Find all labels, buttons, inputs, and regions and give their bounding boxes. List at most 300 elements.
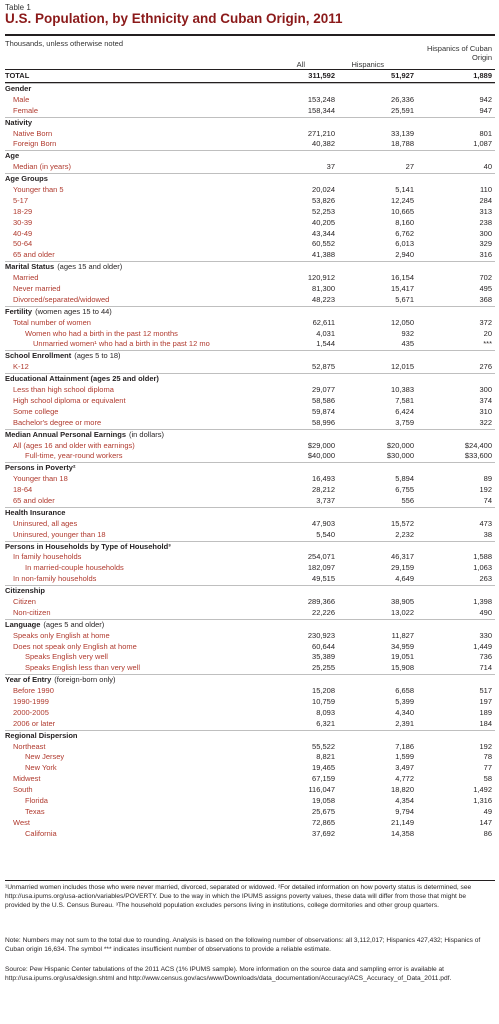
section-header — [5, 83, 495, 95]
row-label-text: Younger than 5 — [13, 185, 64, 195]
row-label-text: West — [13, 817, 30, 827]
table-row — [5, 631, 495, 642]
value-all: 81,300 — [312, 284, 335, 294]
row-label — [5, 542, 485, 553]
value-cuban: 77 — [483, 763, 492, 773]
section-header — [5, 373, 495, 385]
value-all: 15,208 — [312, 686, 335, 696]
value-hispanics: 51,927 — [391, 71, 414, 80]
row-label-text: Texas — [25, 806, 45, 816]
value-hispanics: 7,186 — [395, 741, 414, 751]
row-label — [13, 774, 283, 785]
value-all: 37 — [326, 162, 335, 172]
value-all: 72,865 — [312, 817, 335, 827]
table-row — [5, 574, 495, 585]
value-cuban: $24,400 — [464, 440, 492, 450]
table-row — [5, 763, 495, 774]
row-label — [5, 586, 485, 597]
value-hispanics: 9,794 — [395, 806, 414, 816]
table-row — [5, 339, 495, 350]
row-label-text: 2006 or later — [13, 718, 56, 728]
row-label-text: Language — [5, 619, 41, 629]
row-label-text: Married — [13, 273, 39, 283]
value-hispanics: 5,141 — [395, 185, 414, 195]
row-label — [13, 631, 283, 642]
value-cuban: 310 — [479, 406, 492, 416]
row-label-text: Never married — [13, 284, 61, 294]
value-cuban: 192 — [479, 741, 492, 751]
value-all: 55,522 — [312, 741, 335, 751]
value-hispanics: 46,317 — [391, 552, 414, 562]
table-row — [5, 407, 495, 418]
value-all: 10,759 — [312, 696, 335, 706]
value-cuban: 110 — [480, 185, 492, 195]
row-label-text: Some college — [13, 406, 59, 416]
row-label-text: 30-39 — [13, 217, 33, 227]
row-label-text: New York — [25, 763, 57, 773]
value-hispanics: $20,000 — [386, 440, 414, 450]
section-header — [5, 306, 495, 318]
row-label-text: Educational Attainment (ages 25 and older) — [5, 374, 159, 384]
row-label — [13, 396, 283, 407]
row-label — [13, 642, 283, 653]
row-label-text: Divorced/separated/widowed — [13, 294, 110, 304]
value-all: 60,644 — [312, 641, 335, 651]
value-cuban: 714 — [479, 663, 492, 673]
row-label-text: Northeast — [13, 741, 46, 751]
row-label — [5, 430, 485, 441]
value-all: 153,248 — [307, 94, 335, 104]
row-label — [5, 118, 485, 129]
table-row — [5, 697, 495, 708]
row-label — [13, 218, 283, 229]
section-note: (foreign-born only) — [54, 675, 116, 685]
value-cuban: 736 — [479, 652, 492, 662]
value-hispanics: 16,154 — [391, 273, 414, 283]
row-label-text: California — [25, 828, 57, 838]
row-label-text: Nativity — [5, 117, 33, 127]
value-all: 182,097 — [307, 563, 335, 573]
value-cuban: 238 — [479, 217, 492, 227]
value-cuban: 942 — [479, 94, 492, 104]
table-row — [5, 106, 495, 117]
value-hispanics: 18,788 — [391, 139, 414, 149]
table-row — [5, 608, 495, 619]
value-all: 116,047 — [308, 785, 335, 795]
table-title: U.S. Population, by Ethnicity and Cuban Origin, 2011 — [5, 11, 343, 26]
row-label — [13, 129, 283, 140]
row-label-text: Gender — [5, 84, 32, 93]
row-label — [5, 620, 485, 631]
value-all: 311,592 — [308, 71, 335, 80]
row-label — [13, 362, 283, 373]
table-row — [5, 742, 495, 753]
value-all: 8,093 — [316, 707, 335, 717]
value-cuban: 490 — [479, 607, 492, 617]
row-label — [13, 139, 283, 150]
row-label — [13, 552, 283, 563]
row-label-text: Male — [13, 94, 30, 104]
value-cuban: 40 — [483, 162, 492, 172]
value-hispanics: 27 — [405, 162, 414, 172]
value-all: 60,552 — [312, 239, 335, 249]
table-row — [5, 329, 495, 340]
value-all: $40,000 — [307, 451, 335, 461]
row-label — [13, 229, 283, 240]
row-label — [13, 474, 283, 485]
value-cuban: 316 — [479, 250, 492, 260]
value-hispanics: 4,772 — [395, 774, 414, 784]
table-row — [5, 807, 495, 818]
value-all: 40,382 — [312, 139, 335, 149]
table-row — [5, 719, 495, 730]
row-label-text: TOTAL — [5, 71, 30, 80]
row-label — [13, 407, 283, 418]
row-label — [5, 463, 485, 474]
table-row — [5, 284, 495, 295]
table-row — [5, 396, 495, 407]
section-note: (in dollars) — [129, 429, 165, 439]
row-label — [13, 697, 283, 708]
table-row — [5, 162, 495, 173]
table-row — [5, 218, 495, 229]
value-all: 25,255 — [312, 663, 335, 673]
value-hispanics: 2,232 — [395, 529, 414, 539]
value-cuban: 189 — [479, 707, 492, 717]
row-label — [13, 385, 283, 396]
row-label — [13, 597, 283, 608]
value-all: 158,344 — [307, 105, 335, 115]
value-all: 67,159 — [312, 774, 335, 784]
row-label-text: Median (in years) — [13, 162, 71, 172]
row-label-text: Age Groups — [5, 174, 48, 184]
value-hispanics: 10,383 — [391, 385, 414, 395]
table-note: Note: Numbers may not sum to the total due to rounding. Analysis is based on the following number of observations: all 3,112,017; Hispanics 427,432; Hispanics of Cuban origin 16,634. The symbol *** indicates insufficient number of observations to provide a reliable estimate. — [5, 937, 481, 953]
value-hispanics: 15,908 — [391, 663, 414, 673]
section-header — [5, 350, 495, 362]
value-cuban: 300 — [479, 385, 492, 395]
table-row — [5, 642, 495, 653]
value-cuban: 702 — [479, 273, 492, 283]
row-label — [13, 284, 283, 295]
value-cuban: 86 — [483, 828, 492, 838]
row-label — [13, 273, 283, 284]
row-label-text: Persons in Poverty² — [5, 463, 76, 473]
table-row — [5, 418, 495, 429]
section-header — [5, 585, 495, 597]
value-cuban: *** — [483, 339, 492, 349]
value-all: 5,540 — [316, 529, 335, 539]
row-label-text: All (ages 16 and older with earnings) — [13, 440, 135, 450]
value-cuban: 1,316 — [473, 796, 492, 805]
row-label-text: Uninsured, younger than 18 — [13, 529, 106, 539]
table-label: Table 1 — [5, 3, 31, 12]
footnotes: ¹Unmarried women includes those who were never married, divorced, separated or widowed. ²For detailed information on how poverty status is determined, see http://usa.ipums.org/usa-action/variables/POVERTY. Due to the way in which the IPUMS assigns poverty values, these data will differ from those that might be provided by the U.S. Census Bureau. ³The household population excludes persons living in institutions, college dormitories and other group quarters. — [5, 884, 472, 909]
value-all: 37,692 — [312, 828, 335, 838]
row-label — [13, 686, 283, 697]
row-label-text: 2000-2005 — [13, 707, 49, 717]
table-row — [5, 273, 495, 284]
row-label — [13, 530, 283, 541]
value-cuban: 801 — [479, 128, 492, 138]
row-label-text: Year of Entry — [5, 675, 52, 685]
row-label-text: 18-29 — [13, 206, 33, 216]
row-label — [5, 731, 485, 742]
value-all: 25,675 — [312, 806, 335, 816]
value-cuban: 192 — [479, 485, 492, 495]
value-hispanics: 556 — [401, 495, 414, 505]
row-label-text: Before 1990 — [13, 686, 54, 696]
table-row — [5, 829, 495, 840]
row-label — [13, 485, 283, 496]
row-label-text: Female — [13, 105, 39, 115]
value-cuban: 1,449 — [473, 641, 492, 651]
value-cuban: 1,588 — [473, 552, 492, 562]
table-row — [5, 295, 495, 306]
table-row — [5, 519, 495, 530]
value-cuban: $33,600 — [464, 451, 492, 461]
value-hispanics: 12,245 — [391, 195, 414, 205]
value-all: 58,586 — [312, 395, 335, 405]
value-all: 271,210 — [307, 128, 335, 138]
row-label-text: 5-17 — [13, 195, 29, 205]
row-label-text: 65 and older — [13, 250, 55, 260]
value-hispanics: 33,139 — [391, 128, 414, 138]
value-hispanics: 6,762 — [395, 228, 414, 238]
table-row — [5, 552, 495, 563]
value-cuban: 89 — [483, 474, 492, 484]
row-label — [13, 250, 283, 261]
value-cuban: 495 — [479, 284, 492, 294]
row-label-text: 50-64 — [13, 239, 33, 249]
row-label — [13, 742, 283, 753]
value-all: 8,821 — [316, 752, 335, 762]
value-hispanics: 12,015 — [391, 362, 414, 372]
value-all: 16,493 — [312, 474, 335, 484]
row-label-text: K-12 — [13, 362, 29, 372]
section-header — [5, 541, 495, 553]
value-cuban: 947 — [479, 105, 492, 115]
value-hispanics: 29,159 — [391, 563, 414, 573]
value-hispanics: 3,497 — [395, 763, 414, 773]
row-label — [5, 84, 485, 95]
row-label-text: New Jersey — [25, 752, 65, 762]
row-label-text: 40-49 — [13, 228, 33, 238]
row-label-text: High school diploma or equivalent — [13, 395, 126, 405]
row-label — [13, 418, 283, 429]
value-hispanics: 5,671 — [395, 294, 414, 304]
section-header — [5, 117, 495, 129]
value-hispanics: 34,959 — [391, 641, 414, 651]
row-label-text: Health Insurance — [5, 507, 66, 517]
row-label — [13, 719, 283, 730]
value-hispanics: 6,013 — [395, 239, 414, 249]
row-label — [13, 496, 283, 507]
value-all: 20,024 — [312, 185, 335, 195]
row-label-text: School Enrollment — [5, 351, 72, 361]
col-header-all: All — [296, 60, 305, 69]
value-all: 52,875 — [312, 362, 335, 372]
value-all: 4,031 — [316, 328, 335, 338]
value-cuban: 49 — [483, 806, 492, 816]
section-note: (ages 5 and older) — [43, 619, 105, 629]
value-cuban: 368 — [479, 294, 492, 304]
row-label-text: Women who had a birth in the past 12 months — [25, 328, 178, 338]
table-row — [5, 139, 495, 150]
value-hispanics: 4,649 — [395, 574, 414, 584]
section-header — [5, 429, 495, 441]
value-cuban: 374 — [479, 395, 492, 405]
value-cuban: 313 — [479, 206, 492, 216]
value-cuban: 184 — [479, 718, 492, 728]
row-label-text: Speaks English very well — [25, 652, 108, 662]
value-all: 62,611 — [312, 317, 335, 327]
row-label-text: In family households — [13, 552, 82, 562]
value-hispanics: 7,581 — [395, 395, 414, 405]
value-hispanics: 10,665 — [391, 206, 414, 216]
section-header — [5, 462, 495, 474]
table-bottom-rule — [5, 880, 495, 881]
col-header-cuban: Hispanics of Cuban Origin — [426, 44, 492, 62]
row-label — [5, 374, 485, 385]
value-hispanics: 11,827 — [391, 630, 414, 640]
row-label-text: Unmarried women¹ who had a birth in the past 12 mo — [33, 339, 210, 349]
row-label — [13, 207, 283, 218]
row-label-text: Younger than 18 — [13, 474, 68, 484]
value-all: 59,874 — [312, 406, 335, 416]
value-cuban: 322 — [479, 417, 492, 427]
row-label-text: Native Born — [13, 128, 53, 138]
value-hispanics: $30,000 — [386, 451, 414, 461]
value-hispanics: 21,149 — [391, 817, 414, 827]
value-hispanics: 26,336 — [391, 94, 414, 104]
col-header-hispanics: Hispanics — [351, 60, 384, 69]
value-cuban: 58 — [483, 774, 492, 784]
table-row — [5, 441, 495, 452]
value-hispanics: 1,599 — [395, 752, 414, 762]
table-row — [5, 663, 495, 674]
row-label-text: In non-family households — [13, 574, 97, 584]
table-row — [5, 785, 495, 796]
row-label — [13, 95, 283, 106]
value-cuban: 1,492 — [473, 785, 492, 795]
section-note: (women ages 15 to 44) — [35, 306, 112, 316]
value-all: 6,321 — [316, 718, 335, 728]
table-row — [5, 796, 495, 807]
value-hispanics: 12,050 — [391, 317, 414, 327]
row-label — [5, 307, 485, 318]
value-hispanics: 932 — [401, 328, 414, 338]
value-all: 19,465 — [312, 763, 335, 773]
value-all: 48,223 — [312, 294, 335, 304]
value-hispanics: 4,354 — [395, 796, 414, 805]
value-cuban: 372 — [479, 317, 492, 327]
total-row — [5, 70, 495, 83]
value-all: 230,923 — [307, 630, 335, 640]
table-row — [5, 752, 495, 763]
value-hispanics: 2,940 — [395, 250, 414, 260]
row-label — [13, 318, 283, 329]
table-row — [5, 239, 495, 250]
table-row — [5, 318, 495, 329]
table-row — [5, 229, 495, 240]
value-hispanics: 15,572 — [391, 518, 414, 528]
row-label-text: 18-64 — [13, 485, 33, 495]
table-row — [5, 496, 495, 507]
value-all: 53,826 — [312, 195, 335, 205]
row-label — [13, 708, 283, 719]
row-label — [13, 785, 283, 796]
title-rule — [5, 34, 495, 36]
table-row — [5, 207, 495, 218]
value-cuban: 284 — [479, 195, 492, 205]
value-cuban: 197 — [479, 696, 492, 706]
value-hispanics: 13,022 — [391, 607, 414, 617]
table-row — [5, 385, 495, 396]
row-label — [13, 106, 283, 117]
row-label-text: Foreign Born — [13, 139, 57, 149]
value-hispanics: 6,424 — [395, 406, 414, 416]
value-cuban: 147 — [479, 817, 492, 827]
value-cuban: 74 — [483, 495, 492, 505]
row-label-text: Median Annual Personal Earnings — [5, 429, 126, 439]
row-label-text: Age — [5, 151, 20, 161]
source-note: Source: Pew Hispanic Center tabulations of the 2011 ACS (1% IPUMS sample). More information on the source data and sampling error is available at http://usa.ipums.org/usa/design.shtml and http://www.census.gov/acs/www/Downloads/data_documentation/Accuracy/ACS_Accuracy_of_Data_2011.pdf. — [5, 966, 452, 982]
value-cuban: 473 — [479, 518, 492, 528]
row-label — [13, 574, 283, 585]
table-row — [5, 362, 495, 373]
value-all: $29,000 — [307, 440, 335, 450]
row-label-text: Does not speak only English at home — [13, 641, 137, 651]
row-label-text: Non-citizen — [13, 607, 51, 617]
row-label — [13, 239, 283, 250]
value-cuban: 1,063 — [473, 563, 492, 573]
row-label — [5, 508, 485, 519]
section-header — [5, 507, 495, 519]
row-label-text: Full-time, year-round workers — [25, 451, 123, 461]
row-label-text: South — [13, 785, 33, 795]
row-label — [5, 351, 485, 362]
table-row — [5, 652, 495, 663]
value-all: 47,903 — [312, 518, 335, 528]
value-hispanics: 19,051 — [391, 652, 414, 662]
value-hispanics: 14,358 — [391, 828, 414, 838]
value-hispanics: 5,399 — [395, 696, 414, 706]
row-label-text: Uninsured, all ages — [13, 518, 78, 528]
row-label-text: Less than high school diploma — [13, 385, 114, 395]
value-hispanics: 5,894 — [395, 474, 414, 484]
value-cuban: 1,889 — [473, 71, 492, 80]
value-all: 3,737 — [316, 495, 335, 505]
row-label-text: 65 and older — [13, 495, 55, 505]
section-header — [5, 173, 495, 185]
row-label — [5, 262, 485, 273]
row-label-text: Persons in Households by Type of Household³ — [5, 541, 171, 551]
value-all: 19,058 — [312, 796, 335, 805]
row-label-text: Marital Status — [5, 262, 55, 272]
section-note: (ages 15 and older) — [57, 262, 123, 272]
table-row — [5, 129, 495, 140]
value-cuban: 276 — [479, 362, 492, 372]
table-row — [5, 185, 495, 196]
value-cuban: 517 — [479, 686, 492, 696]
value-hispanics: 2,391 — [395, 718, 414, 728]
value-all: 40,205 — [312, 217, 335, 227]
row-label — [13, 519, 283, 530]
value-all: 35,389 — [312, 652, 335, 662]
table-row — [5, 818, 495, 829]
row-label-text: Citizen — [13, 596, 36, 606]
